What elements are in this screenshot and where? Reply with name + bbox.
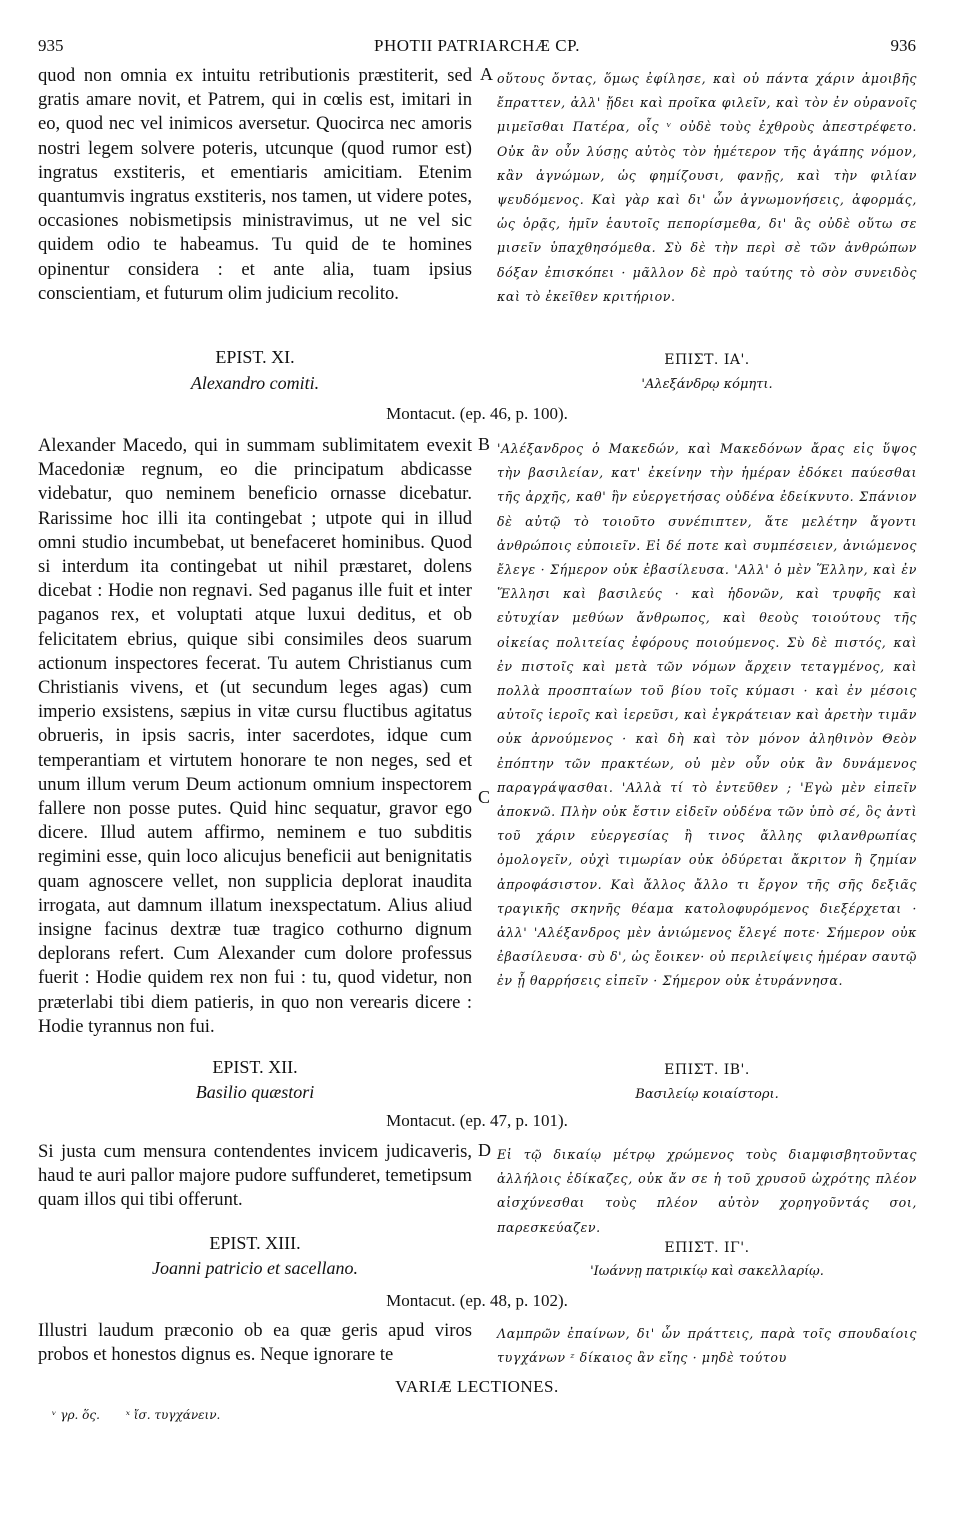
epist-xii-latin-text: Si justa cum mensura contendentes invicem judicaveris, haud te auri pallor majore pudore suffunderet, temetipsum quam illos qui tibi offerunt. [38, 1141, 472, 1211]
margin-marker-b: B [478, 434, 491, 454]
variae-lectiones-notes [52, 1408, 242, 1422]
note-x: ˣ ἴσ. τυγχάνειν. [125, 1408, 221, 1422]
margin-marker-a: A [480, 64, 493, 84]
epist-xii-greek-addressee: Βασιλείῳ κοιαίστορι. [635, 1087, 779, 1102]
epist-xi-greek-addressee: 'Αλεξάνδρῳ κόμητι. [641, 377, 773, 392]
latin-text-prev-letter: quod non omnia ex intuitu retributionis præstiterit, sed gratis amare novit, et Patrem, qui in cœlis est, imitari in eo, quod nec vel inimicos aversetur. Quocirca nec amoris nostri legem solvere poteris, utcunque (quod rumor est) ingratus exstiteris, et ementiaris amicitiam. Etenim quantumvis ingratus exstiteris, nos tamen, ut videre potes, occasiones nobismetipsis ministravimus, ut ne vel sic quidem odio te habeamus. Tu quid de te homines opinentur considera : et ante alia, tuam ipsius conscientiam, et futurum olim judicium recolito. [38, 65, 472, 304]
epist-xi-title: EPIST. XI. [215, 347, 295, 367]
page-number-right: 936 [890, 36, 916, 55]
greek-text-prev-letter: οὕτους ὄντας, ὅμως ἐφίλησε, καὶ οὐ πάντα χάριν ἀμοιβῆς ἔπραττεν, ἀλλ' ᾔδει καὶ προῖκα φιλεῖν, καὶ τὸν ἐν οὐρανοῖς μιμεῖσθαι Πατέρα, οἷς ᵛ οὐδὲ τοὺς ἐχθροὺς ἀπεστρέφετο. Οὐκ ἂν οὖν λύσῃς αὐτὸς τὸν ἡμέτερον τῆς ἀγάπης νόμον, κἂν ἀγνώμων, ὡς φημίζουσι, φανῇς, καὶ τὴν φιλίαν ψευδόμενος. Καὶ γὰρ καὶ δι' ὧν ἀγνωμονήσεις, ἀφορμάς, ὡς ὁρᾷς, ἡμῖν ἑαυτοῖς πεπορίσμεθα, δι' ἃς οὐδὲ οὕτω σε μισεῖν ὑπαχθησόμεθα. Σὺ δὲ τὴν περὶ σὲ τῶν ἀνθρώπων δόξαν ἐπισκόπει · μᾶλλον δὲ πρὸ ταύτης τὸ σὸν συνειδὸς καὶ τὸ ἐκεῖθεν κριτήριον. [497, 71, 917, 304]
running-title: PHOTII PATRIARCHÆ CP. [374, 36, 580, 55]
epist-xii-addressee: Basilio quæstori [195, 1082, 315, 1102]
epist-xi-montacut-ref: Montacut. (ep. 46, p. 100). [386, 404, 568, 423]
epist-xiii-title: EPIST. XIII. [209, 1233, 301, 1253]
note-v: ᵛ γρ. ὅς. [52, 1408, 100, 1422]
epist-xii-greek-text: Εἰ τῷ δικαίῳ μέτρῳ χρώμενος τοὺς διαμφισβητοῦντας ἀλλήλοις ἐδίκαζες, οὐκ ἄν σε ἡ τοῦ χρυσοῦ ὠχρότης πλέον αἰσχύνεσθαι τοὺς πλέον αὐτὸν χορηγοῦντάς σοι, παρεσκεύαζεν. [497, 1147, 917, 1235]
page-number-left: 935 [38, 36, 64, 55]
variae-lectiones-heading: VARIÆ LECTIONES. [395, 1377, 559, 1396]
epist-xii-greek-title: ΕΠΙΣΤ. ΙΒ'. [664, 1062, 750, 1078]
epist-xiii-latin-text: Illustri laudum præconio ob ea quæ geris apud viros probos et honestos dignus es. Neque ignorare te [38, 1320, 472, 1366]
epist-xi-addressee: Alexandro comiti. [190, 373, 320, 393]
epist-xiii-greek-addressee: 'Ιωάννῃ πατρικίῳ καὶ σακελλαρίῳ. [590, 1264, 824, 1279]
epist-xiii-greek-title: ΕΠΙΣΤ. ΙΓ'. [664, 1240, 750, 1256]
epist-xii-montacut-ref: Montacut. (ep. 47, p. 101). [386, 1111, 568, 1130]
margin-marker-c: C [478, 787, 491, 807]
epist-xiii-addressee: Joanni patricio et sacellano. [152, 1258, 358, 1278]
epist-xii-title: EPIST. XII. [212, 1057, 298, 1077]
margin-marker-d: D [478, 1140, 491, 1160]
epist-xi-greek-text: 'Αλέξανδρος ὁ Μακεδών, καὶ Μακεδόνων ἄρας εἰς ὕψος τὴν βασιλείαν, κατ' ἐκείνην τὴν ἡμέραν ἐδόκει παύεσθαι τῆς ἀρχῆς, καθ' ἣν εὐεργετήσας οὐδένα ἐδείκνυτο. Σπάνιον δὲ αὐτῷ τὸ τοιοῦτο συνέπιπτεν, ἅτε μελέτην ἄγοντι ἀνθρώποις εὐποιεῖν. Εἰ δέ ποτε καὶ συμπέσειεν, ἀνιώμενος ἔλεγε · Σήμερον οὐκ ἐβασίλευσα. 'Αλλ' ὁ μὲν Ἕλλην, καὶ ἐν Ἕλλησι καὶ βασιλεύς · καὶ ἡδονῶν, καὶ τρυφῆς καὶ εὐτυχίαν μεθύων ἄνθρωπος, καὶ θεοὺς τοιούτους τῆς οἰκείας πολιτείας ἐφόρους ποιούμενος. Σὺ δὲ πιστός, καὶ ἐν πιστοῖς καὶ μετὰ τῶν νόμων ἄρχειν τεταγμένος, καὶ πολλὰ προσπταίων τοῦ βίου τοῖς κύμασι · καὶ ἐν μέσοις αὐτοῖς ἱεροῖς καὶ ἱερεῦσι, καὶ ἐγκράτειαν καὶ ἀρετὴν τιμᾶν οὐκ ἀρνούμενος · καὶ δὴ καὶ τὸν μόνον ἀληθινὸν Θεὸν ἐπόπτην τῶν πρακτέων, οὐ μὲν οὖν οὐκ ἂν δυνάμενος παραγράψασθαι. 'Αλλὰ τί τὸ ἐντεῦθεν ; 'Εγὼ μὲν εἰπεῖν ἀποκνῶ. Πλὴν οὐκ ἔστιν εἰδεῖν οὐδένα τῶν ὑπὸ σέ, ὃς ἀντὶ τοῦ χάριν εὐεργεσίας ἢ τινος ἄλλης φιλανθρωπίας ὁμολογεῖν, οὐχὶ τιμωρίαν οὐκ ὀδύρεται ἄκριτον ἢ ζημίαν ἀπροφάσιστον. Καὶ ἄλλος ἄλλο τι ἔργον τῆς σῆς δεξιᾶς τραγικῆς σκηνῆς θέαμα κατολοφυρόμενος διεξέρχεται · ἀλλ' 'Αλέξανδρος μὲν ἀνιώμενος ἔλεγέ ποτε· Σήμερον οὐκ ἐβασίλευσα· σὺ δ', ὡς ἔοικεν· οὐ περιλείψεις ἡμέραν σαυτῷ ἐν ᾗ θαρρήσεις εἰπεῖν · Σήμερον οὐκ ἐτυράννησα. [497, 441, 917, 989]
epist-xiii-greek-text: Λαμπρῶν ἐπαίνων, δι' ὧν πράττεις, παρὰ τοῖς σπουδαίοις τυγχάνων ᶻ δίκαιος ἂν εἴης · μηδὲ τούτου [497, 1326, 917, 1366]
epist-xiii-montacut-ref: Montacut. (ep. 48, p. 102). [386, 1291, 568, 1310]
epist-xi-greek-title: ΕΠΙΣΤ. ΙΑ'. [664, 352, 750, 368]
epist-xi-latin-text: Alexander Macedo, qui in summam sublimitatem evexit Macedoniæ regnum, eo die principatum abdicasse videbatur, quo neminem beneficio ornasse dicebatur. Rarissime hoc illi ita contingebat ; utpote qui in illud omni studio incumbebat, ut benefaceret hominibus. Quod si interdum ita contingebat ut nihil præstaret, dolens dicebat : Hodie non regnavi. Sed paganus ille fuit et inter paganos rex, et voluptati atque luxui deditus, et ob felicitatem ebrius, quique sibi consimiles deos suarum actionum inspectores fecerat. Tu autem Christianus cum Christianis vivens, et (ut secundum leges agas) cum imperio exsistens, sæpius in vitæ cursu fluctibus agitatus obrueris, in ipsis sacris, inter sacerdotes, idque cum temperantiam et virtutem honorare te non neges, sed et unum illum verum Deum actionum omnium inspectorem fallere non posse putes. Quid hinc sequatur, gravor ego dicere. Illud autem affirmo, neminem e tuo subditis regimini esse, quin loco alicujus beneficii aut benignitatis quam agnoscere vellet, non supplicia deplorat inaudita irrogata, aut damnum illatum inexspectatum. Alius aliud insigne facinus dextræ tuæ tragico cothurno dignum deplorans refert. Cum Alexander cum dolore professus fuerit : Hodie quidem rex non fui : tu, quod videtur, non præterlabi tibi diem patieris, in quo non verearis dicere : Hodie tyrannus non fui. [38, 435, 472, 1037]
